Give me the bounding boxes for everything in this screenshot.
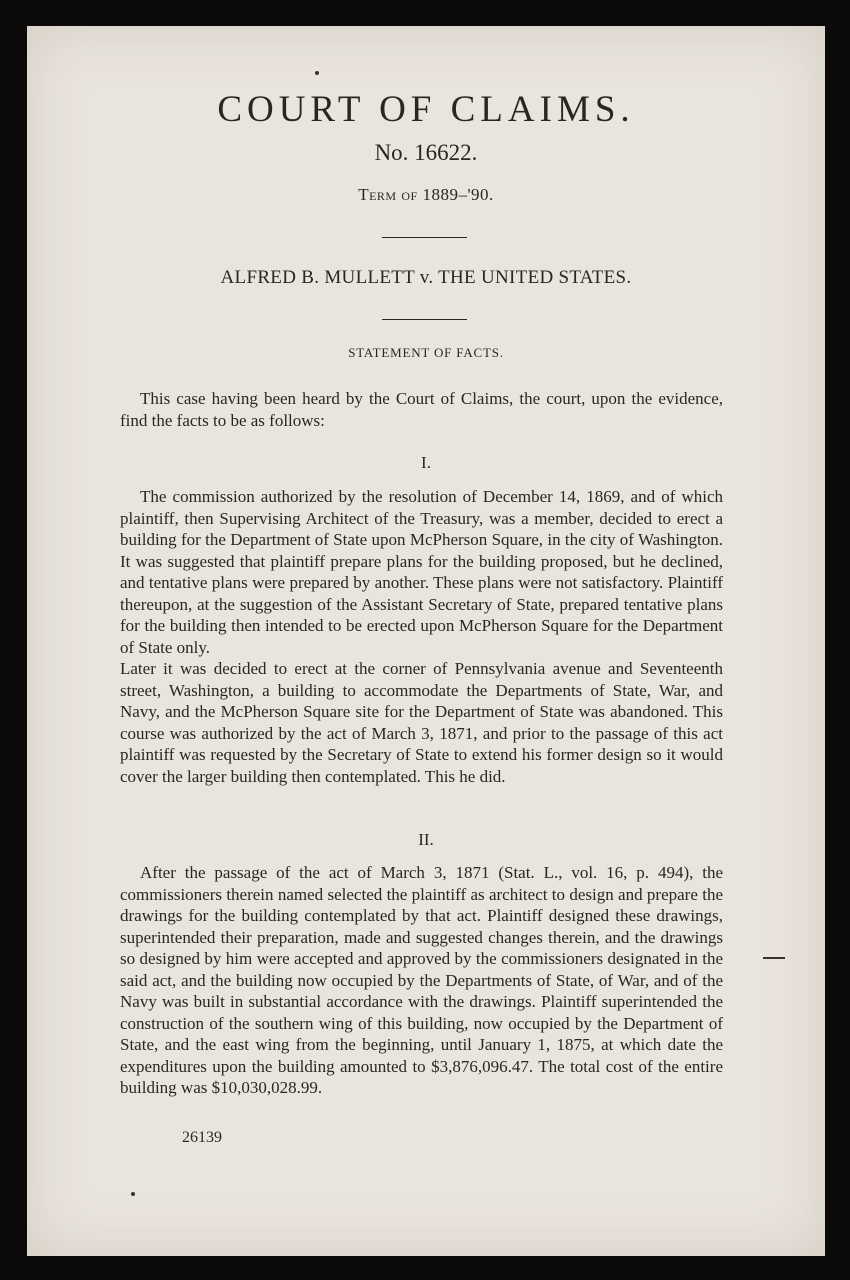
section-paragraph: After the passage of the act of March 3, 1871 (Stat. L., vol. 16, p. 494), the commissioners therein named selected the plaintiff as architect to design and prepare the drawings for the building contemplated by that act. Plaintiff designed these drawings, superintended their preparation, made and suggested changes therein, and the drawings so designed by him were accepted and approved by the commissioners designated in the said act, and the building now occupied by the Departments of State, of War, and of the Navy was built in substantial accordance with the drawings. Plaintiff superintended the construction of the southern wing of this building, now occupied by the Department of State, and the east wing from the beginning, until January 1, 1875, at which date the expenditures upon the building amounted to $3,876,096.47. The total cost of the entire building was $10,030,028.99.	[120, 863, 723, 1097]
section-numeral: I.	[421, 453, 431, 472]
divider-rule	[382, 237, 467, 238]
print-number: 26139	[182, 1129, 222, 1146]
case-parties: ALFRED B. MULLETT v. THE UNITED STATES.	[220, 267, 632, 288]
section-heading: STATEMENT OF FACTS.	[348, 345, 504, 360]
case-number: No. 16622.	[374, 140, 478, 165]
section-paragraph: Later it was decided to erect at the corner of Pennsylvania avenue and Seventeenth street, Washington, a building to accommodate the Departments of State, War, and Navy, and the McPherson Square site for the Department of State was abandoned. This course was authorized by the act of March 3, 1871, and prior to the passage of this act plaintiff was requested by the Secretary of State to extend his former design so it would cover the larger building then contemplated. This he did.	[120, 659, 723, 786]
court-title: COURT OF CLAIMS.	[217, 89, 635, 130]
margin-mark	[763, 957, 785, 959]
divider-rule	[382, 319, 467, 320]
section-paragraph: The commission authorized by the resolution of December 14, 1869, and of which plaintiff, then Supervising Architect of the Treasury, was a member, decided to erect a building for the Department of State upon McPherson Square, in the city of Washington. It was suggested that plaintiff prepare plans for the building proposed, but he declined, and tentative plans were prepared by another. These plans were not satisfactory. Plaintiff thereupon, at the suggestion of the Assistant Secretary of State, prepared tentative plans for the building then intended to be erected upon McPherson Square for the Department of State only.	[120, 487, 723, 657]
court-term: Term of 1889–'90.	[358, 185, 494, 204]
section-numeral: II.	[418, 830, 434, 849]
document-page	[27, 26, 825, 1256]
ink-speck	[131, 1192, 135, 1196]
intro-paragraph: This case having been heard by the Court of Claims, the court, upon the evidence, find the facts to be as follows:	[120, 389, 723, 430]
ink-speck	[315, 71, 319, 75]
